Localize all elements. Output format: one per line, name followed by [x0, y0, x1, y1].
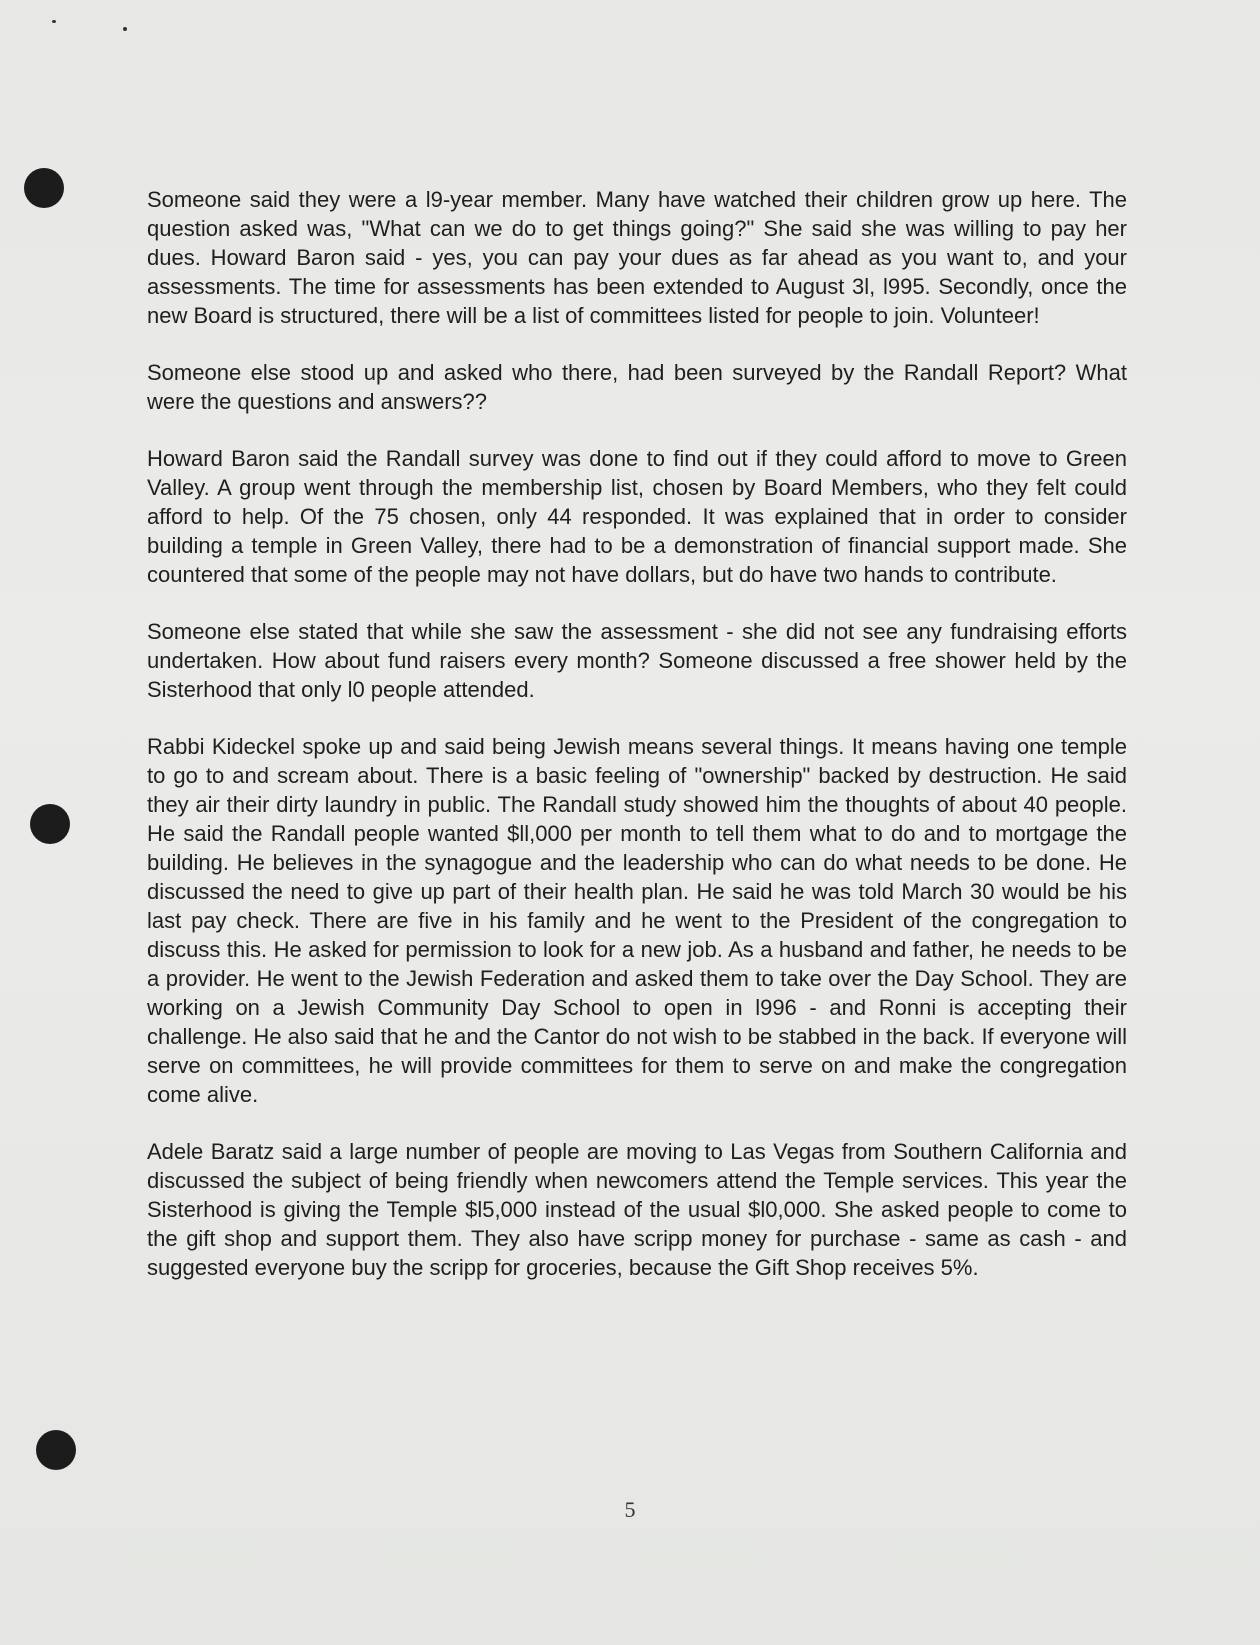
paragraph-randall-survey: Howard Baron said the Randall survey was done to find out if they could afford to move to Green Valley. A group went through the membership list, chosen by Board Members, who they felt could afford to help. Of the 75 chosen, only 44 responded. It was explained that in order to consider building a temple in Green Valley, there had to be a demonstration of financial support made. She countered that some of the people may not have dollars, but do have two hands to contribute. [147, 446, 1127, 587]
document-body [147, 185, 1127, 1282]
paragraph-membership-dues: Someone said they were a l9-year member. Many have watched their children grow up here. The question asked was, "What can we do to get things going?" She said she was willing to pay her dues. Howard Baron said - yes, you can pay your dues as far ahead as you want to, and your assessments. The time for assessments has been extended to August 3l, l995. Secondly, once the new Board is structured, there will be a list of committees listed for people to join. Volunteer! [147, 187, 1127, 328]
paragraph-fundraising: Someone else stated that while she saw the assessment - she did not see any fundraising efforts undertaken. How about fund raisers every month? Someone discussed a free shower held by the Sisterhood that only l0 people attended. [147, 619, 1127, 702]
punch-hole-top [24, 168, 64, 208]
paragraph-rabbi-kideckel: Rabbi Kideckel spoke up and said being Jewish means several things. It means having one temple to go to and scream about. There is a basic feeling of "ownership" backed by destruction. He said they air their dirty laundry in public. The Randall study showed him the thoughts of about 40 people. He said the Randall people wanted $ll,000 per month to tell them what to do and to mortgage the building. He believes in the synagogue and the leadership who can do what needs to be done. He discussed the need to give up part of their health plan. He said he was told March 30 would be his last pay check. There are five in his family and he went to the President of the congregation to discuss this. He asked for permission to look for a new job. As a husband and father, he needs to be a provider. He went to the Jewish Federation and asked them to take over the Day School. They are working on a Jewish Community Day School to open in l996 - and Ronni is accepting their challenge. He also said that he and the Cantor do not wish to be stabbed in the back. If everyone will serve on committees, he will provide committees for them to serve on and make the congregation come alive. [147, 734, 1127, 1107]
scan-speck [123, 27, 127, 31]
paragraph-randall-report-question: Someone else stood up and asked who there, had been surveyed by the Randall Report? What were the questions and answers?? [147, 360, 1127, 414]
punch-hole-bottom [36, 1430, 76, 1470]
page-number: 5 [624, 1497, 636, 1522]
scan-speck [52, 20, 56, 23]
paragraph-adele-baratz: Adele Baratz said a large number of people are moving to Las Vegas from Southern California and discussed the subject of being friendly when newcomers attend the Temple services. This year the Sisterhood is giving the Temple $l5,000 instead of the usual $l0,000. She asked people to come to the gift shop and support them. They also have scripp money for purchase - same as cash - and suggested everyone buy the scripp for groceries, because the Gift Shop receives 5%. [147, 1139, 1127, 1280]
punch-hole-middle [30, 804, 70, 844]
